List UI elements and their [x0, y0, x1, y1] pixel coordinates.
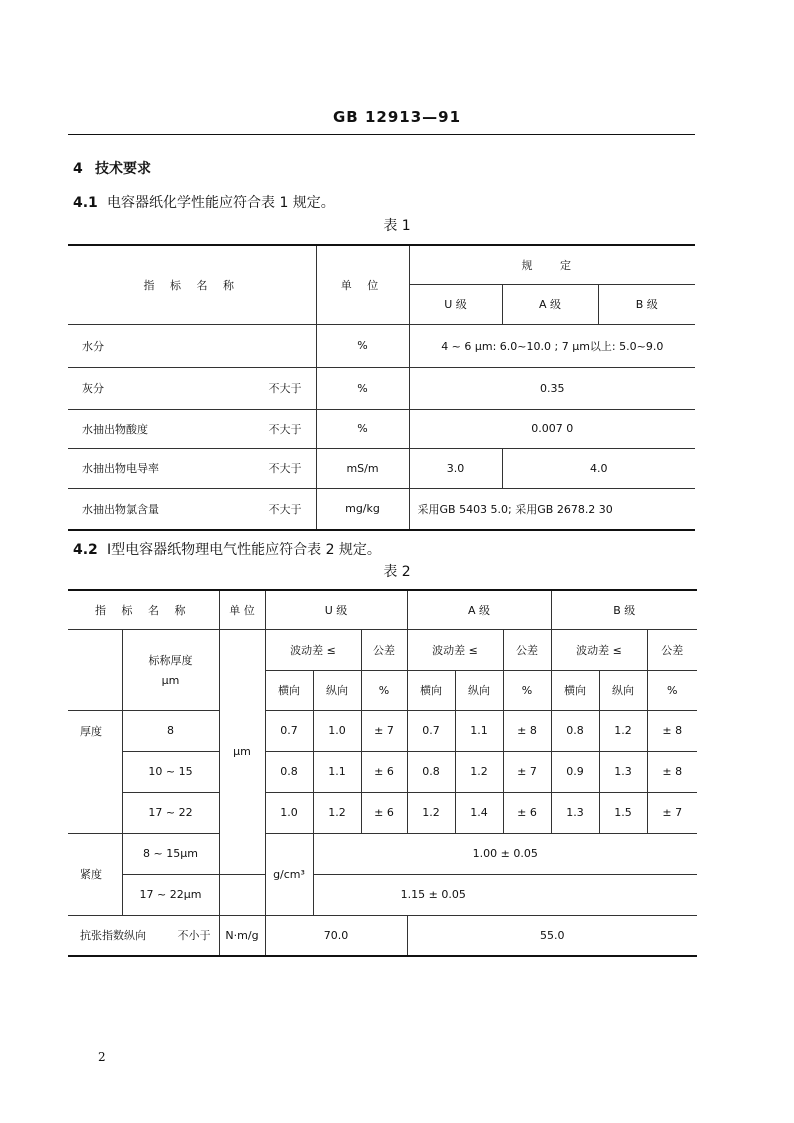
- t1-head-grade-u: U 级: [409, 284, 502, 324]
- t2-head-pct: %: [361, 670, 407, 710]
- clause-4-2: [73, 539, 381, 559]
- t2-cell: 0.8: [265, 751, 313, 792]
- t1-row-unit: %: [316, 409, 409, 448]
- t1-row-value-ab: 4.0: [502, 448, 695, 488]
- t2-nominal: 17 ~ 22: [122, 792, 219, 833]
- table-row: [68, 448, 695, 488]
- t1-row-name: 灰分: [82, 382, 104, 395]
- t1-head-grade-a: A 级: [502, 284, 598, 324]
- t2-cell: ± 8: [503, 710, 551, 751]
- t2-cell: 1.1: [313, 751, 361, 792]
- t2-tensile-label: 抗张指数纵向: [80, 929, 146, 943]
- t2-head-long: 纵向: [313, 670, 361, 710]
- t1-row-unit: %: [316, 324, 409, 367]
- table-row: [68, 792, 697, 833]
- t2-cell: 1.2: [407, 792, 455, 833]
- t2-tensile-value-u: 70.0: [265, 915, 407, 956]
- t1-row-value: 4 ~ 6 μm: 6.0~10.0 ; 7 μm以上: 5.0~9.0: [409, 324, 695, 367]
- t1-row-name: 水抽出物电导率: [82, 462, 159, 475]
- table-row: [68, 874, 697, 915]
- t1-head-requirement: 规 定: [409, 245, 695, 284]
- table-row: [68, 710, 697, 751]
- t1-row-name-cell: [68, 448, 316, 488]
- t2-cell: 1.1: [455, 710, 503, 751]
- table-row: [68, 751, 697, 792]
- t2-cell: 1.0: [265, 792, 313, 833]
- t2-head-fluct-b: 波动差 ≤: [551, 629, 647, 670]
- t1-row-qualifier: 不大于: [268, 502, 302, 516]
- t2-cell: 1.5: [599, 792, 647, 833]
- t2-head-pct: %: [647, 670, 697, 710]
- t2-head-tol-b: 公差: [647, 629, 697, 670]
- t2-tight-range: 17 ~ 22μm: [122, 874, 219, 915]
- table-row: [68, 324, 695, 367]
- table-row: [68, 833, 697, 874]
- t2-tight-value: 1.00 ± 0.05: [313, 833, 697, 874]
- t2-cell: ± 7: [361, 710, 407, 751]
- t2-thickness-label: 厚度: [68, 710, 122, 833]
- clause-text: 电容器纸化学性能应符合表 1 规定。: [107, 195, 335, 211]
- table-row: [68, 915, 697, 956]
- t1-row-qualifier: 不大于: [268, 462, 302, 475]
- t2-cell: 1.3: [551, 792, 599, 833]
- section-number: 4: [73, 161, 83, 177]
- t2-cell: ± 7: [503, 751, 551, 792]
- t1-row-qualifier: 不大于: [268, 422, 302, 436]
- t2-nominal: 8: [122, 710, 219, 751]
- t2-tightness-label: 紧度: [68, 833, 122, 915]
- t2-head-fluct-a: 波动差 ≤: [407, 629, 503, 670]
- t1-row-unit: %: [316, 367, 409, 409]
- t2-tensile-label-cell: [68, 915, 219, 956]
- t2-cell: 1.2: [455, 751, 503, 792]
- t2-cell: 1.3: [599, 751, 647, 792]
- t2-head-fluct-u: 波动差 ≤: [265, 629, 361, 670]
- t2-cell: ± 8: [647, 710, 697, 751]
- clause-4-1: [73, 192, 335, 212]
- standard-code: GB 12913—91: [332, 108, 462, 126]
- t2-cell: ± 6: [361, 792, 407, 833]
- t2-head-nominal: 标称厚度 μm: [122, 629, 219, 710]
- t2-cell: 0.7: [407, 710, 455, 751]
- t1-row-name-cell: [68, 409, 316, 448]
- t2-cell: 1.2: [599, 710, 647, 751]
- t2-tensile-value-ab: 55.0: [407, 915, 697, 956]
- t1-head-indicator: 指 标 名 称: [68, 245, 316, 324]
- t2-cell: 1.4: [455, 792, 503, 833]
- t2-head-grade-u: U 级: [265, 590, 407, 629]
- t1-row-value: 采用GB 5403 5.0; 采用GB 2678.2 30: [409, 488, 695, 530]
- t2-cell: 0.8: [551, 710, 599, 751]
- t1-row-qualifier: 不大于: [268, 382, 302, 395]
- t1-head-unit: 单 位: [316, 245, 409, 324]
- t1-row-value: 0.35: [409, 367, 695, 409]
- t2-tensile-qualifier: 不小于: [177, 929, 211, 943]
- t1-row-unit: mg/kg: [316, 488, 409, 530]
- t1-row-name-cell: [68, 488, 316, 530]
- table-row: [68, 409, 695, 448]
- table-row: [68, 488, 695, 530]
- table1-caption: 表 1: [383, 218, 411, 234]
- section-title-text: 技术要求: [95, 161, 151, 177]
- t2-tightness-unit: g/cm³: [265, 833, 313, 915]
- t2-cell: ± 6: [503, 792, 551, 833]
- table-2: [68, 589, 697, 957]
- table-1: [68, 244, 695, 531]
- clause-number: 4.2: [73, 542, 98, 558]
- t2-cell: 0.9: [551, 751, 599, 792]
- t2-head-tol-a: 公差: [503, 629, 551, 670]
- t2-head-grade-a: A 级: [407, 590, 551, 629]
- t1-row-name: 水抽出物酸度: [82, 422, 148, 436]
- section-title: [73, 158, 151, 178]
- t2-head-grade-b: B 级: [551, 590, 697, 629]
- table-row: [68, 367, 695, 409]
- t1-row-value-u: 3.0: [409, 448, 502, 488]
- t2-cell: ± 6: [361, 751, 407, 792]
- t2-head-long: 纵向: [599, 670, 647, 710]
- t2-cell: 1.0: [313, 710, 361, 751]
- t2-cell: ± 8: [647, 751, 697, 792]
- table2-caption: 表 2: [383, 564, 411, 580]
- t2-cell: ± 7: [647, 792, 697, 833]
- t2-cell: 0.8: [407, 751, 455, 792]
- t2-head-pct: %: [503, 670, 551, 710]
- t1-row-name-cell: [68, 367, 316, 409]
- clause-text: Ⅰ型电容器纸物理电气性能应符合表 2 规定。: [107, 542, 381, 558]
- t2-cell: 1.2: [313, 792, 361, 833]
- t2-head-tol-u: 公差: [361, 629, 407, 670]
- t2-nominal: 10 ~ 15: [122, 751, 219, 792]
- t2-head-long: 纵向: [455, 670, 503, 710]
- t1-row-value: 0.007 0: [409, 409, 695, 448]
- t2-head-blank: [68, 629, 122, 710]
- t2-tensile-unit: N·m/g: [219, 915, 265, 956]
- t1-row-name: 水抽出物氯含量: [82, 502, 159, 516]
- t2-head-trans: 横向: [407, 670, 455, 710]
- t2-tight-value: 1.15 ± 0.05: [219, 874, 647, 915]
- t1-row-name: 水分: [68, 324, 316, 367]
- page-number: 2: [98, 1050, 106, 1064]
- header-rule: [68, 134, 695, 135]
- t1-row-unit: mS/m: [316, 448, 409, 488]
- t2-head-unit: 单 位: [219, 590, 265, 629]
- t2-thickness-unit: μm: [219, 629, 265, 874]
- t1-head-grade-b: B 级: [598, 284, 695, 324]
- t2-head-indicator: 指 标 名 称: [68, 590, 219, 629]
- t2-head-trans: 横向: [265, 670, 313, 710]
- t2-head-trans: 横向: [551, 670, 599, 710]
- t2-tight-range: 8 ~ 15μm: [122, 833, 219, 874]
- clause-number: 4.1: [73, 195, 98, 211]
- t2-cell: 0.7: [265, 710, 313, 751]
